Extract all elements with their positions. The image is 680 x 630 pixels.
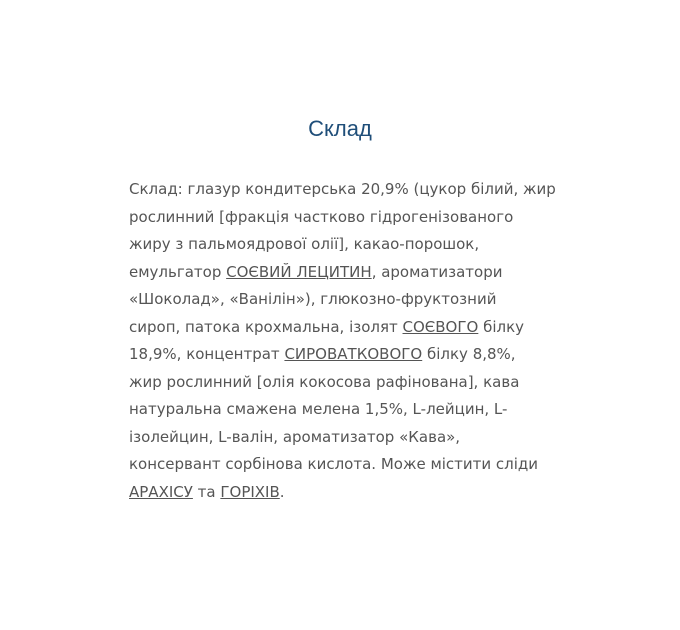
text-line	[129, 286, 569, 314]
text-segment: та	[192, 482, 221, 501]
text-line	[129, 231, 569, 259]
allergen-highlight: ГОРІХІВ	[220, 482, 280, 501]
text-segment: сироп, патока крохмальна, ізолят	[129, 317, 403, 336]
text-segment: білку	[478, 317, 525, 336]
text-line	[129, 396, 569, 424]
composition-text	[129, 176, 569, 506]
text-line	[129, 369, 569, 397]
text-line	[129, 259, 569, 287]
text-segment: жир рослинний [олія кокосова рафінована], кава	[129, 372, 520, 391]
text-line	[129, 451, 569, 479]
text-line	[129, 341, 569, 369]
text-segment: ізолейцин, L-валін, ароматизатор «Кава»,	[129, 427, 461, 446]
allergen-highlight: СОЄВИЙ ЛЕЦИТИН	[226, 262, 372, 281]
allergen-highlight: АРАХІСУ	[129, 482, 193, 501]
text-segment: жиру з пальмоядрової олії], какао-порошок,	[129, 235, 480, 253]
text-segment: , ароматизатори	[371, 262, 503, 281]
text-segment: 18,9%, концентрат	[129, 345, 285, 363]
text-line	[129, 314, 569, 342]
text-segment: емульгатор	[129, 262, 227, 281]
text-line	[129, 424, 569, 452]
text-segment: натуральна смажена мелена 1,5%, L-лейцин, L-	[129, 400, 508, 418]
section-title: Склад	[308, 116, 372, 141]
allergen-highlight: СИРОВАТКОВОГО	[284, 345, 423, 363]
text-segment: Склад: глазур кондитерська 20,9% (цукор білий, жир	[129, 180, 556, 198]
text-segment: «Шоколад», «Ванілін»), глюкозно-фруктозний	[129, 290, 497, 308]
text-segment: рослинний [фракція частково гідрогенізованого	[129, 207, 514, 226]
allergen-highlight: СОЄВОГО	[402, 317, 479, 336]
text-segment: консервант сорбінова кислота. Може містити сліди	[129, 455, 539, 473]
text-line	[129, 204, 569, 232]
text-segment: .	[279, 482, 285, 501]
text-line	[129, 176, 569, 204]
text-segment: білку 8,8%,	[422, 345, 516, 363]
text-line	[129, 479, 569, 507]
